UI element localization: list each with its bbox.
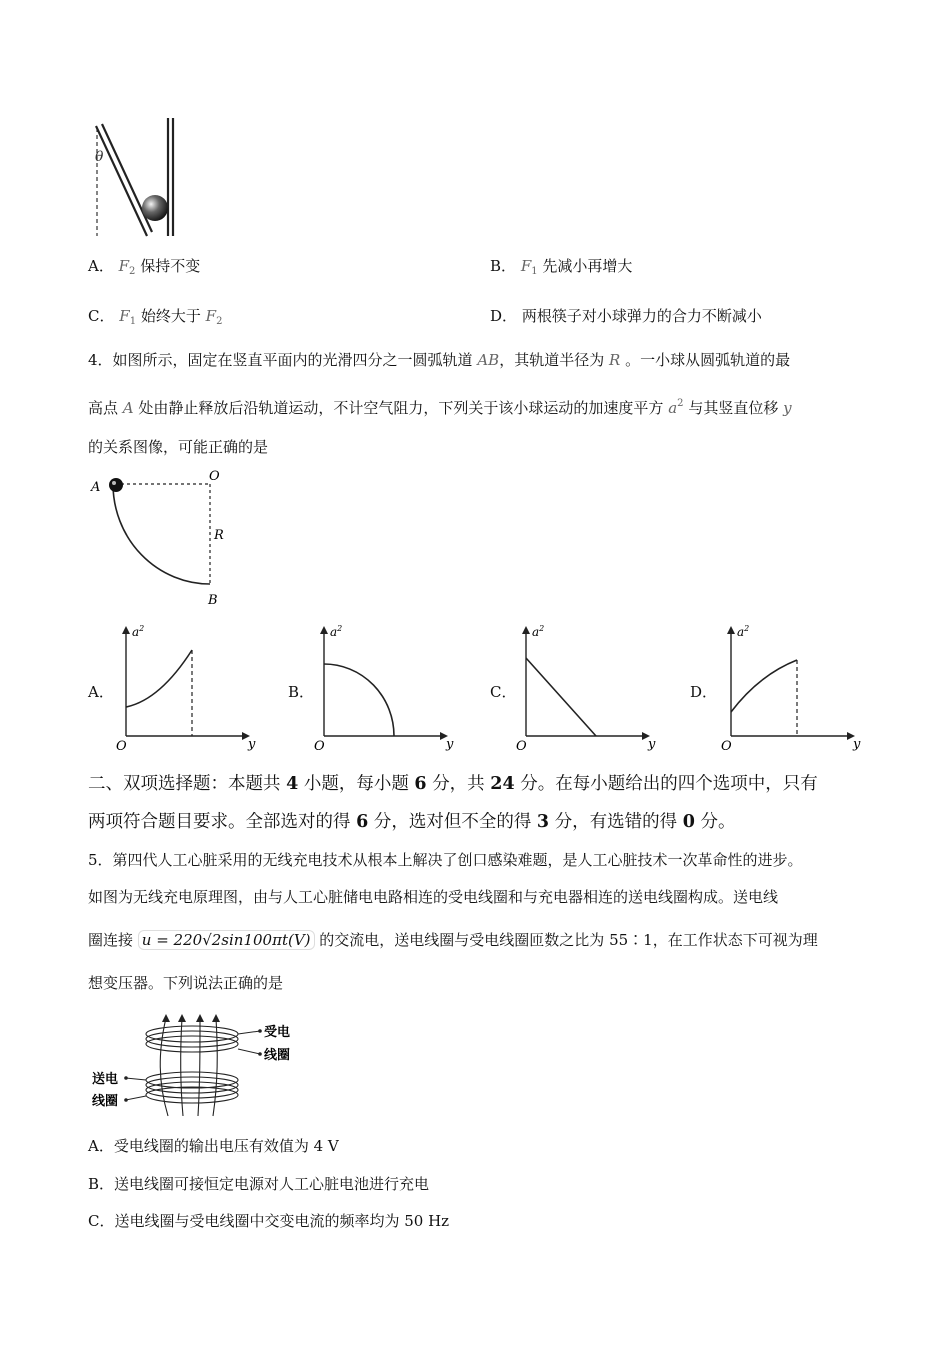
chopsticks-figure — [85, 112, 185, 242]
label-leader — [126, 1096, 146, 1100]
y-axis-label: $a^2$ — [132, 624, 145, 639]
section-text: 分。在每小题给出的四个选项中，只有 — [520, 774, 818, 794]
origin-label: O — [721, 739, 732, 754]
q5-option-c[interactable]: C．送电线圈与受电线圈中交变电流的频率均为 50 Hz — [88, 1212, 450, 1230]
leader-dot — [258, 1052, 262, 1056]
send-coil-turn — [146, 1087, 238, 1103]
wireless-coil-figure — [88, 1012, 308, 1124]
send-coil-turn — [146, 1072, 238, 1088]
point-symbol: A — [122, 399, 134, 417]
section-text: 分，共 — [432, 774, 485, 794]
option-letter: C． — [88, 307, 115, 325]
force-subscript: 2 — [129, 266, 136, 277]
acceleration-symbol: a — [668, 399, 678, 417]
stem-text: ，其轨道半径为 — [499, 351, 605, 369]
q5-stem-line4: 想变压器。下列说法正确的是 — [88, 974, 284, 992]
origin-label: O — [116, 739, 127, 754]
force-symbol: F — [520, 257, 532, 275]
superscript: 2 — [677, 398, 684, 409]
label-leader — [238, 1031, 260, 1034]
q5-stem-line1: 5．第四代人工心脏采用的无线充电技术从根本上解决了创口感染难题，是人工心脏技术一次革命性的进步。 — [88, 851, 803, 869]
origin-label: O — [314, 739, 325, 754]
graph-line — [526, 658, 596, 736]
receive-coil-label-1: 受电 — [264, 1025, 291, 1040]
q3-option-a[interactable] — [88, 256, 200, 282]
send-coil-label-1: 送电 — [92, 1072, 119, 1087]
voltage-formula: u = 220√2sin100πt(V) — [138, 930, 315, 950]
y-axis-label: $a^2$ — [330, 624, 343, 639]
graph-a[interactable] — [110, 620, 260, 755]
quarter-arc-figure — [85, 468, 235, 610]
section-number: 0 — [682, 812, 695, 832]
turns-ratio: 55∶1 — [609, 931, 653, 949]
receive-coil-turn — [146, 1026, 238, 1042]
section-number: 3 — [536, 812, 550, 832]
receive-coil-turn — [146, 1036, 238, 1052]
field-line — [198, 1018, 200, 1116]
point-b-label: B — [208, 593, 218, 608]
q4-option-c-label[interactable]: C． — [490, 683, 517, 701]
graph-curve — [324, 664, 394, 736]
force-symbol: F — [119, 307, 130, 325]
ball — [142, 195, 168, 221]
y-axis-arrow — [122, 626, 130, 634]
q4-stem-line1 — [88, 350, 790, 370]
arrow-head — [212, 1014, 220, 1022]
option-text: 保持不变 — [140, 257, 201, 275]
force-subscript: 1 — [531, 266, 538, 277]
ball-highlight — [112, 481, 116, 485]
stem-text: 高点 — [88, 399, 119, 417]
q4-option-b-label[interactable]: B． — [288, 683, 315, 701]
stem-text: 与其竖直位移 — [688, 399, 779, 417]
point-a-label: A — [91, 480, 101, 495]
theta-label: θ — [95, 149, 104, 165]
label-leader — [238, 1049, 260, 1054]
stem-text: 处由静止释放后沿轨道运动，不计空气阻力，下列关于该小球运动的加速度平方 — [138, 399, 664, 417]
leader-dot — [124, 1098, 128, 1102]
arc-track — [113, 484, 210, 584]
x-axis-label: y — [648, 737, 656, 752]
section-text: 分。 — [700, 812, 736, 832]
point-o-label: O — [209, 469, 220, 484]
graph-b[interactable] — [308, 620, 458, 755]
option-letter: A． — [88, 257, 114, 275]
q5-option-b[interactable]: B．送电线圈可接恒定电源对人工心脏电池进行充电 — [88, 1175, 430, 1193]
q3-option-b[interactable] — [490, 256, 632, 282]
send-coil-turn — [146, 1082, 238, 1098]
option-text: 先减小再增大 — [542, 257, 633, 275]
x-axis-label: y — [853, 737, 861, 752]
arrow-head — [162, 1014, 170, 1022]
radius-label: R — [214, 528, 224, 543]
option-text: 两根筷子对小球弹力的合力不断减小 — [521, 307, 762, 325]
displacement-symbol: y — [783, 399, 792, 417]
y-axis-arrow — [522, 626, 530, 634]
field-line — [181, 1018, 183, 1116]
q3-option-d[interactable] — [490, 306, 762, 326]
radius-symbol: R — [608, 351, 621, 369]
graph-curve — [731, 660, 797, 712]
tilted-chopstick-inner — [102, 124, 152, 232]
force-symbol: F — [118, 257, 130, 275]
section-number: 24 — [490, 774, 515, 794]
q4-stem-line2 — [88, 394, 792, 418]
send-coil-label-2: 线圈 — [92, 1094, 119, 1109]
section2-line1 — [88, 772, 818, 796]
option-letter: B． — [490, 257, 517, 275]
leader-dot — [258, 1029, 262, 1033]
origin-label: O — [516, 739, 527, 754]
stem-text: ，在工作状态下可视为理 — [652, 931, 818, 949]
x-axis-label: y — [446, 737, 454, 752]
y-axis-label: $a^2$ — [532, 624, 545, 639]
stem-text: 4．如图所示，固定在竖直平面内的光滑四分之一圆弧轨道 — [88, 351, 473, 369]
q5-stem-line2: 如图为无线充电原理图，由与人工心脏储电电路相连的受电线圈和与充电器相连的送电线圈构成。送电线 — [88, 888, 779, 906]
arrow-head — [196, 1014, 204, 1022]
graph-d[interactable] — [715, 620, 865, 755]
arrow-head — [178, 1014, 186, 1022]
stem-text: 圈连接 — [88, 931, 134, 949]
y-axis-arrow — [320, 626, 328, 634]
stem-text: 。一小球从圆弧轨道的最 — [625, 351, 791, 369]
section-text: 分，选对但不全的得 — [373, 812, 532, 832]
stem-text: 的交流电，送电线圈与受电线圈匝数之比为 — [319, 931, 605, 949]
section2-line2 — [88, 810, 736, 834]
receive-coil-turn — [146, 1031, 238, 1047]
q5-option-a[interactable]: A．受电线圈的输出电压有效值为 4 V — [88, 1137, 339, 1155]
graph-c[interactable] — [510, 620, 660, 755]
section-text: 二、双项选择题：本题共 — [88, 774, 281, 794]
q4-stem-line3: 的关系图像，可能正确的是 — [88, 438, 269, 456]
section-text: 两项符合题目要求。全部选对的得 — [88, 812, 351, 832]
leader-dot — [124, 1076, 128, 1080]
label-leader — [126, 1078, 146, 1080]
track-label: AB — [477, 351, 500, 369]
send-coil-turn — [146, 1077, 238, 1093]
x-axis-label: y — [248, 737, 256, 752]
option-text: 始终大于 — [140, 307, 201, 325]
q4-option-d-label[interactable]: D． — [690, 683, 718, 701]
section-number: 6 — [414, 774, 427, 794]
graph-curve — [126, 650, 192, 707]
option-letter: D． — [490, 307, 518, 325]
q5-stem-line3 — [88, 930, 818, 950]
y-axis-label: $a^2$ — [737, 624, 750, 639]
section-number: 4 — [286, 774, 299, 794]
section-text: 小题，每小题 — [303, 774, 409, 794]
force-symbol: F — [205, 307, 217, 325]
section-text: 分，有选错的得 — [554, 812, 678, 832]
force-subscript: 2 — [216, 316, 223, 327]
q3-option-c[interactable] — [88, 306, 222, 332]
force-subscript: 1 — [129, 316, 137, 327]
small-ball — [109, 478, 123, 492]
section-number: 6 — [356, 812, 369, 832]
tilted-chopstick-outer — [96, 126, 147, 236]
y-axis-arrow — [727, 626, 735, 634]
q4-option-a-label[interactable]: A． — [88, 683, 114, 701]
receive-coil-label-2: 线圈 — [264, 1048, 291, 1063]
